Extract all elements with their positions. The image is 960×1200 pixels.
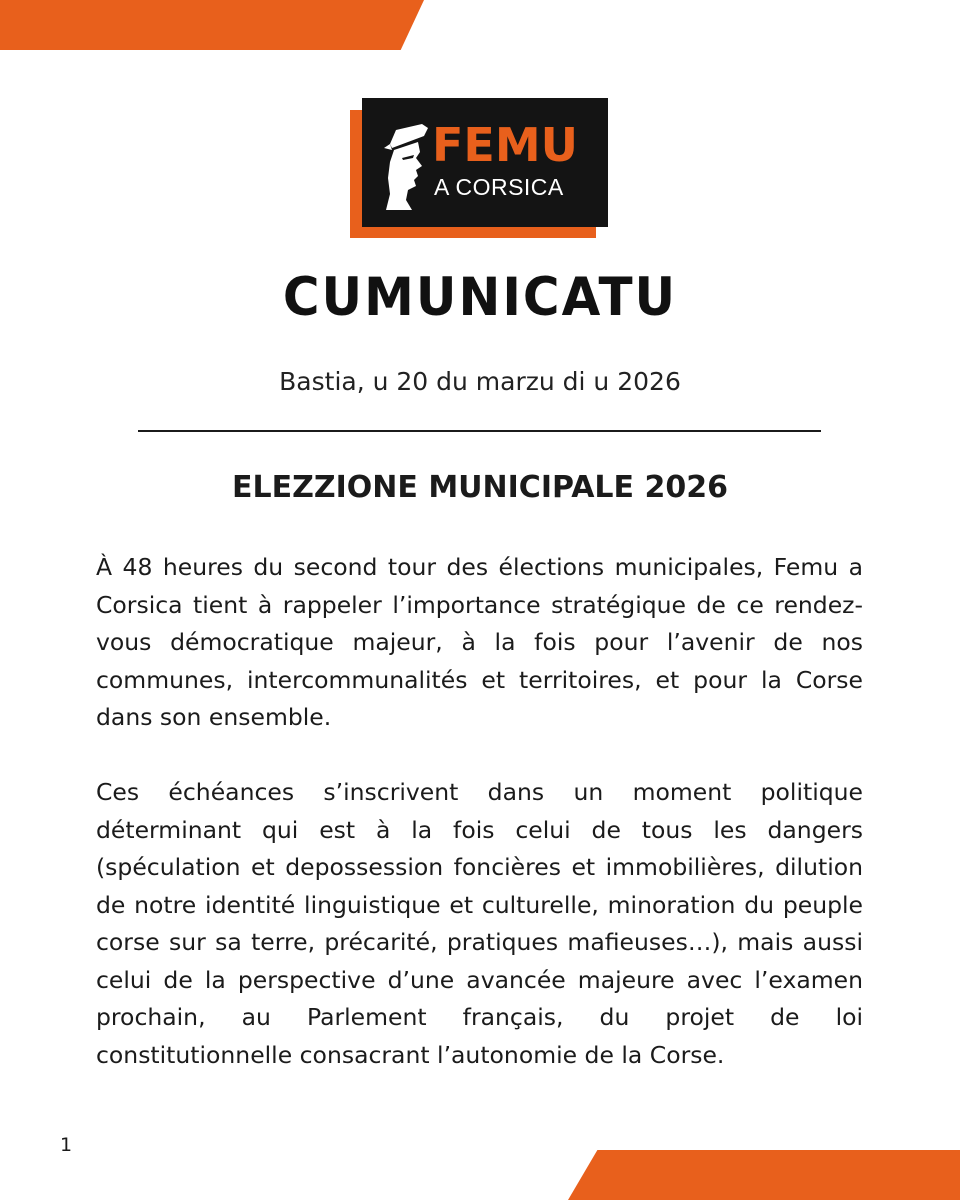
- logo-wordmark: FEMU: [432, 118, 578, 172]
- logo-subtitle: A CORSICA: [434, 174, 564, 200]
- page-title: CUMUNICATU: [282, 266, 678, 328]
- decorative-band-bottom: [568, 1150, 960, 1200]
- divider: [138, 430, 821, 432]
- page-number: 1: [60, 1134, 73, 1156]
- logo-box: [362, 98, 608, 227]
- paragraph: Ces échéances s’inscrivent dans un moment politique déterminant qui est à la fois celui de tous les dangers (spéculation et depossession foncières et immobilières, dilution de notre identité linguistique et culturelle, minoration du peuple corse sur sa terre, précarité, pratiques mafieuses…), mais aussi celui de la perspective d’une avancée majeure avec l’examen prochain, au Parlement français, du projet de loi constitutionnelle consacrant l’autonomie de la Corse.: [96, 778, 863, 1069]
- dateline: Bastia, u 20 du marzu di u 2026: [279, 367, 681, 396]
- decorative-band-top: [0, 0, 424, 50]
- document-subtitle: ELEZZIONE MUNICIPALE 2026: [232, 470, 728, 505]
- party-logo: [350, 98, 608, 238]
- moor-head-icon: [382, 118, 432, 210]
- paragraph: À 48 heures du second tour des élections municipales, Femu a Corsica tient à rappeler l’importance stratégique de ce rendez-vous démocratique majeur, à la fois pour l’avenir de nos communes, intercommunalités et territoires, et pour la Corse dans son ensemble.: [96, 553, 863, 731]
- body-text: [96, 549, 863, 1112]
